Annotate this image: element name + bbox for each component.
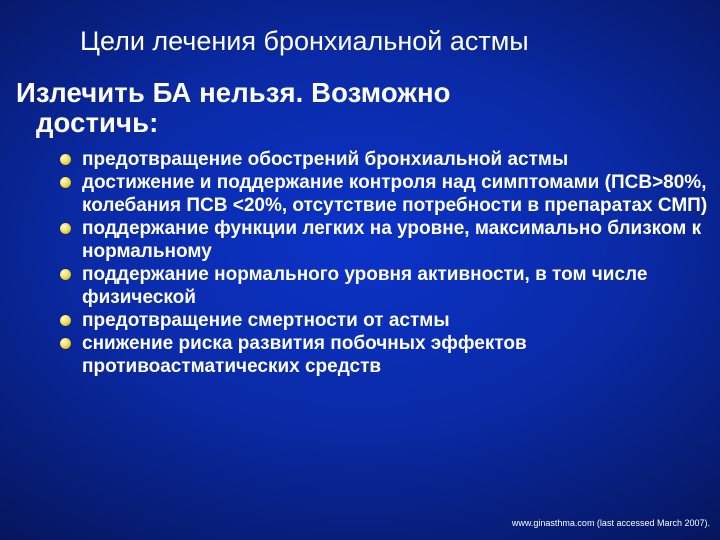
list-item [60, 171, 710, 217]
list-item [60, 309, 710, 332]
list-item-text: предотвращение обострений бронхиальной астмы [82, 149, 569, 170]
list-item-text: поддержание нормального уровня активности, в том числе физической [82, 264, 648, 308]
list-item-text: поддержание функции легких на уровне, максимально близком к нормальному [82, 218, 702, 262]
list-item [60, 332, 710, 378]
bullet-dot-icon [60, 315, 71, 326]
list-item [60, 263, 710, 309]
lead-text [16, 78, 636, 138]
list-item [60, 148, 710, 171]
bullet-dot-icon [60, 223, 71, 234]
list-item-text: достижение и поддержание контроля над симптомами (ПСВ>80%, колебания ПСВ <20%, отсутствие потребности в препаратах СМП) [82, 172, 708, 216]
slide-title: Цели лечения бронхиальной астмы [80, 26, 529, 56]
lead-line-1: Излечить БА нельзя. Возможно [16, 77, 451, 108]
source-footer: www.ginasthma.com (last accessed March 2007). [511, 518, 710, 528]
lead-line-2: достичь: [36, 107, 159, 138]
list-item-text: снижение риска развития побочных эффектов противоастматических средств [82, 333, 527, 377]
goals-list [60, 148, 710, 378]
bullet-dot-icon [60, 269, 71, 280]
list-item [60, 217, 710, 263]
bullet-dot-icon [60, 154, 71, 165]
bullet-dot-icon [60, 338, 71, 349]
bullet-dot-icon [60, 177, 71, 188]
list-item-text: предотвращение смертности от астмы [82, 310, 450, 331]
